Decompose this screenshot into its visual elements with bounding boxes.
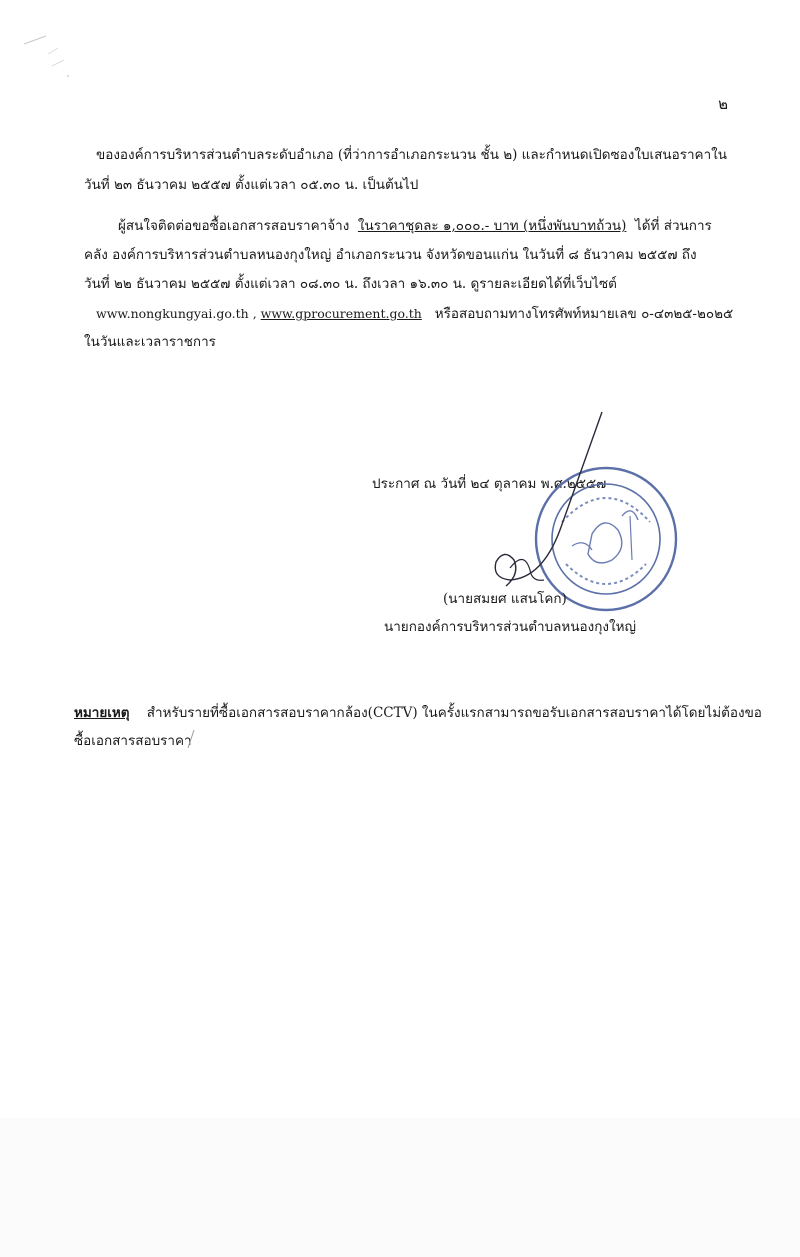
note-line (74, 704, 762, 722)
paragraph-line (96, 305, 733, 323)
paragraph-line (118, 217, 712, 235)
website-link[interactable]: www.nongkungyai.go.th (96, 306, 249, 321)
signer-name: (นายสมยศ แสนโคก) (443, 591, 567, 607)
announcement-date: ประกาศ ณ วันที่ ๒๔ ตุลาคม พ.ศ.๒๕๕๗ (372, 476, 607, 492)
page-number: ๒ (718, 95, 728, 113)
website-link[interactable]: www.gprocurement.go.th (260, 306, 422, 321)
paragraph-line: ขององค์การบริหารส่วนตำบลระดับอำเภอ (ที่ว่าการอำเภอกระนวน ชั้น ๒) และกำหนดเปิดซองใบเสนอราคาใน (96, 147, 727, 163)
scan-speck (18, 18, 88, 88)
note-label: หมายเหตุ (74, 705, 130, 721)
signature-mark (470, 410, 630, 610)
note-line: ซื้อเอกสารสอบราคา (74, 733, 192, 749)
paragraph-line: คลัง องค์การบริหารส่วนตำบลหนองกุงใหญ่ อำเภอกระนวน จังหวัดขอนแก่น ในวันที่ ๘ ธันวาคม ๒๕๕๗ ถึง (84, 247, 697, 263)
text-span: , (248, 306, 261, 321)
paragraph-line: วันที่ ๒๓ ธันวาคม ๒๕๕๗ ตั้งแต่เวลา ๐๕.๓๐ น. เป็นต้นไป (84, 177, 419, 193)
text-span: ได้ที่ ส่วนการ (634, 218, 712, 234)
scan-margin (0, 1118, 800, 1257)
price-text: ในราคาชุดละ ๑,๐๐๐.- บาท (หนึ่งพันบาทถ้วน) (357, 218, 627, 234)
paragraph-line: ในวันและเวลาราชการ (84, 334, 216, 350)
text-span: ผู้สนใจติดต่อขอซื้อเอกสารสอบราคาจ้าง (118, 218, 350, 234)
pen-tick-mark (180, 728, 200, 750)
paragraph-line: วันที่ ๒๒ ธันวาคม ๒๕๕๗ ตั้งแต่เวลา ๐๘.๓๐ น. ถึงเวลา ๑๖.๓๐ น. ดูรายละเอียดได้ที่เว็บไซต์ (84, 276, 617, 292)
signer-title: นายกองค์การบริหารส่วนตำบลหนองกุงใหญ่ (384, 619, 637, 635)
note-text: สำหรับรายที่ซื้อเอกสารสอบราคากล้อง(CCTV) ในครั้งแรกสามารถขอรับเอกสารสอบราคาได้โดยไม่ต้องขอ (146, 705, 762, 721)
phone-text: หรือสอบถามทางโทรศัพท์หมายเลข ๐-๔๓๒๕-๒๐๒๕ (434, 306, 734, 322)
